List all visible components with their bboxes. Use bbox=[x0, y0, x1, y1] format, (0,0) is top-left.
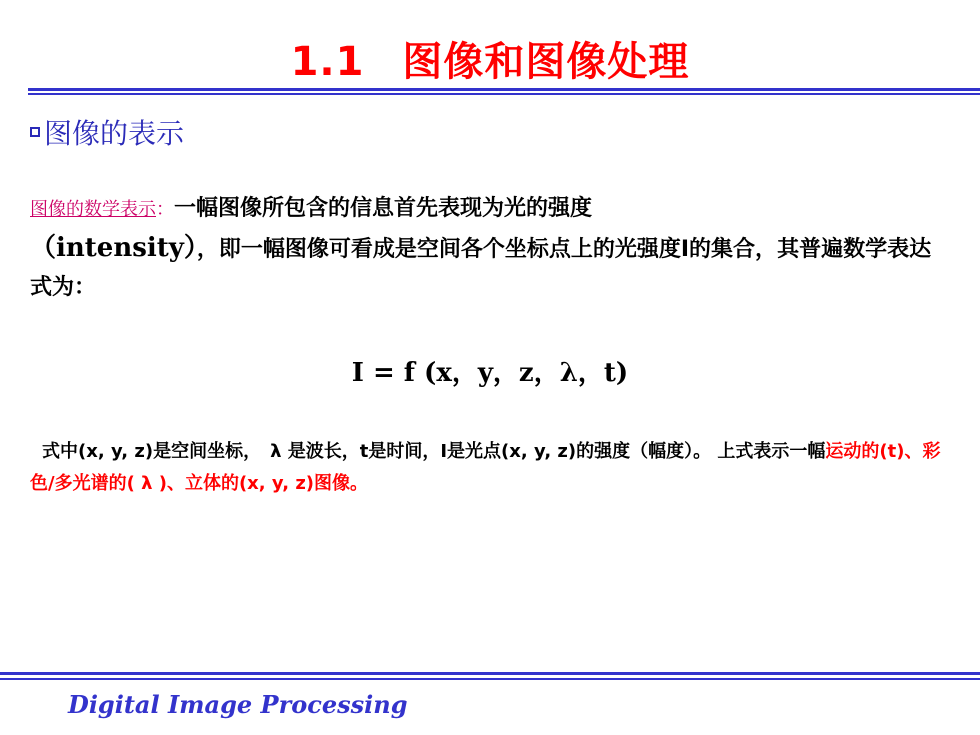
definition-text-1: 一幅图像所包含的信息首先表现为光的强度 bbox=[174, 196, 593, 221]
explanation-highlight: 运动的(t)、彩色/多光谱的( λ )、立体的(x, y, z)图像。 bbox=[30, 441, 941, 494]
section-heading bbox=[30, 112, 184, 152]
definition-lead: 图像的数学表示 bbox=[30, 199, 156, 220]
title-text: 图像和图像处理 bbox=[402, 39, 690, 85]
top-divider bbox=[28, 88, 980, 96]
definition-text-2: ，即一幅图像可看成是空间各个坐标点上的光强度I的集合，其普遍数学表达式为： bbox=[30, 237, 932, 300]
formula-explanation bbox=[30, 436, 955, 500]
intensity-term: （intensity） bbox=[30, 233, 197, 263]
square-bullet-icon bbox=[30, 127, 40, 137]
definition-paragraph bbox=[30, 190, 950, 307]
bottom-divider bbox=[0, 672, 980, 682]
image-formula: I = f (x，y，z，λ，t) bbox=[351, 358, 629, 388]
title-number: 1.1 bbox=[290, 39, 365, 85]
section-heading-text: 图像的表示 bbox=[44, 117, 185, 150]
slide-title bbox=[0, 30, 980, 87]
definition-lead-colon: ： bbox=[156, 199, 174, 220]
footer-course-title: Digital Image Processing bbox=[68, 690, 408, 719]
explanation-text: 式中(x, y, z)是空间坐标， λ 是波长，t是时间，I是光点(x, y, z)的强度（幅度）。 上式表示一幅 bbox=[42, 441, 826, 462]
